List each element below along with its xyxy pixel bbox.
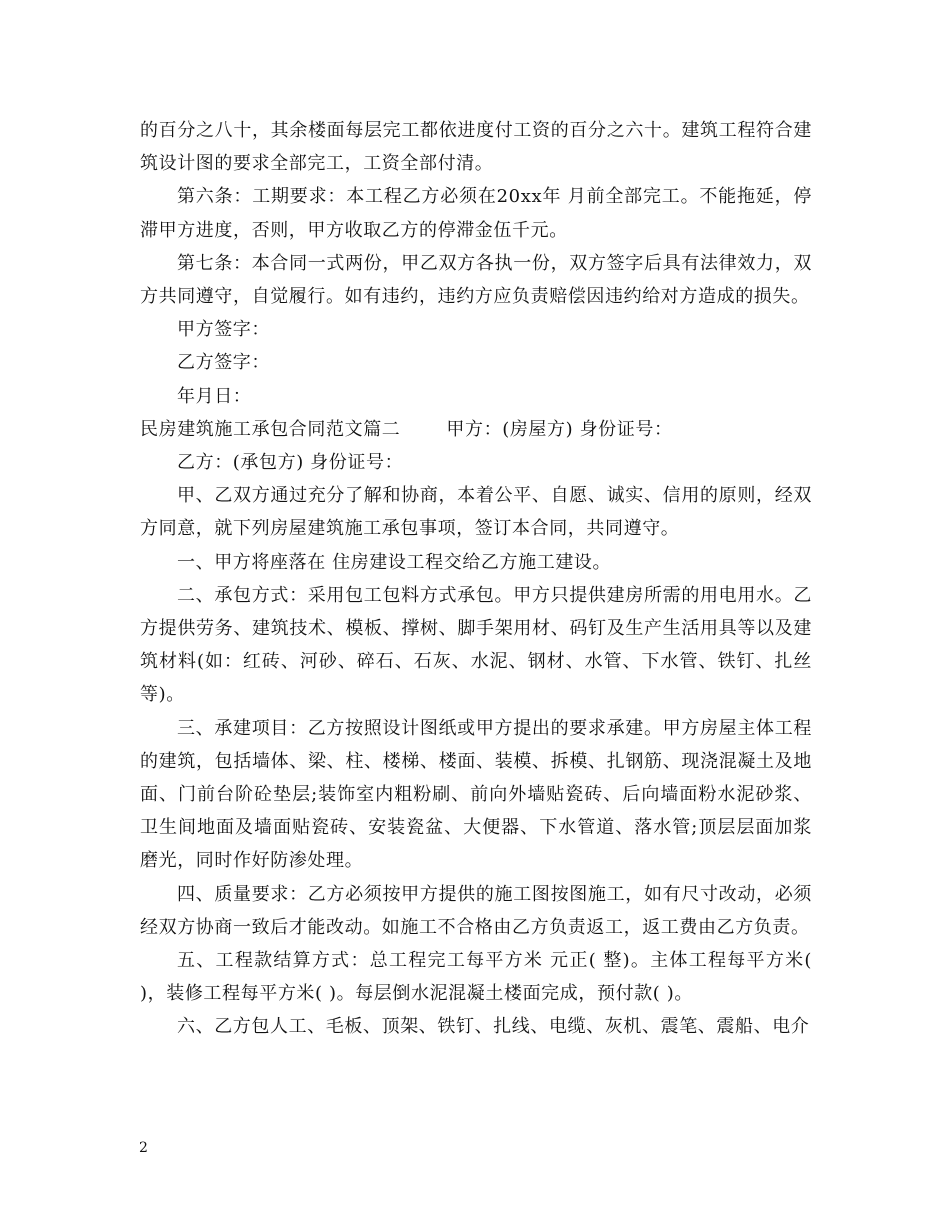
- party-b-identity: 乙方：(承包方) 身份证号：: [177, 452, 404, 474]
- signature-line-party-a: 甲方签字：: [177, 319, 270, 341]
- signature-line-party-b: 乙方签字：: [177, 352, 270, 374]
- document-body: [140, 114, 812, 1044]
- clause-6: 六、乙方包人工、毛板、顶架、铁钉、扎线、电缆、灰机、震笔、震船、电介: [177, 1016, 810, 1038]
- clause-1: 一、甲方将座落在 住房建设工程交给乙方施工建设。: [177, 551, 612, 573]
- clause-2: 二、承包方式：采用包工包料方式承包。甲方只提供建房所需的用电用水。乙方提供劳务、建筑技术、模板、撑树、脚手架用材、码钉及生产生活用具等以及建筑材料(如：红砖、河砂、碎石、石灰、水泥、钢材、水管、下水管、铁钉、扎丝等)。: [140, 584, 812, 706]
- paragraph: 的百分之八十，其余楼面每层完工都依进度付工资的百分之六十。建筑工程符合建筑设计图的要求全部完工，工资全部付清。: [140, 120, 812, 175]
- clause-3: 三、承建项目：乙方按照设计图纸或甲方提出的要求承建。甲方房屋主体工程的建筑，包括墙体、梁、柱、楼梯、楼面、装模、拆模、扎钢筋、现浇混凝土及地面、门前台阶砼垫层;装饰室内粗粉刷、前向外墙贴瓷砖、后向墙面粉水泥砂浆、卫生间地面及墙面贴瓷砖、安装瓷盆、大便器、下水管道、落水管;顶层层面加浆磨光，同时作好防渗处理。: [140, 717, 812, 872]
- date-line: 年月日：: [177, 385, 252, 407]
- paragraph: 甲、乙双方通过充分了解和协商，本着公平、自愿、诚实、信用的原则，经双方同意，就下列房屋建筑施工承包事项，签订本合同，共同遵守。: [140, 485, 812, 540]
- paragraph: 第六条：工期要求：本工程乙方必须在20xx年 月前全部完工。不能拖延，停滞甲方进度，否则，甲方收取乙方的停滞金伍千元。: [140, 186, 812, 241]
- clause-5: 五、工程款结算方式：总工程完工每平方米 元正( 整)。主体工程每平方米( )，装修工程每平方米( )。每层倒水泥混凝土楼面完成，预付款( )。: [140, 950, 812, 1005]
- party-a-identity: 甲方：(房屋方) 身份证号：: [446, 418, 673, 440]
- paragraph: 第七条：本合同一式两份，甲乙双方各执一份，双方签字后具有法律效力，双方共同遵守，自觉履行。如有违约，违约方应负责赔偿因违约给对方造成的损失。: [140, 252, 812, 308]
- section-title: 民房建筑施工承包合同范文篇二: [140, 418, 401, 440]
- clause-4: 四、质量要求：乙方必须按甲方提供的施工图按图施工，如有尺寸改动，必须经双方协商一致后才能改动。如施工不合格由乙方负责返工，返工费由乙方负责。: [140, 883, 812, 938]
- page-number: 2: [139, 1140, 148, 1156]
- section-heading-line: [140, 413, 812, 446]
